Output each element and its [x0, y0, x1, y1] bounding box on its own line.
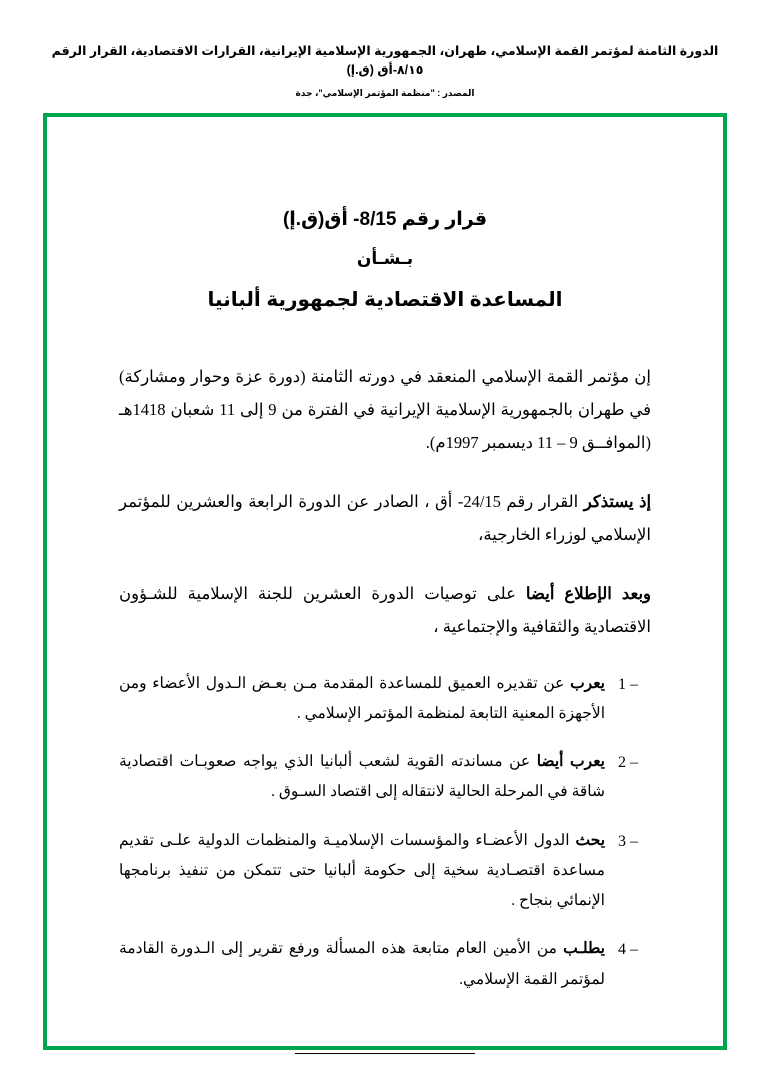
clause-body: [119, 934, 605, 994]
preamble-opening: إن مؤتمر القمة الإسلامي المنعقد في دورته الثامنة (دورة عزة وحوار ومشاركة) في طهران بالجمهورية الإسلامية الإيرانية في الفترة من 9 إلى 11 شعبان 1418هـ (الموافــق 9 – 11 ديسمبر 1997م).: [119, 366, 651, 452]
preamble-recall-text: القرار رقم 24/15- أق ، الصادر عن الدورة الرابعة والعشرين للمؤتمر الإسلامي لوزراء الخارجية،: [119, 491, 651, 544]
clause-number: 1 –: [618, 675, 638, 693]
clause-list: [119, 669, 651, 995]
resolution-subject: المساعدة الاقتصادية لجمهورية ألبانيا: [207, 288, 563, 311]
clause-number: 4 –: [618, 941, 638, 959]
clause-text: الدول الأعضـاء والمؤسسات الإسلاميـة والمنظمات الدولية علـى تقديم مساعدة اقتصـادية سخية إلى حكومة ألبانيا حتى تتمكن من تنفيذ برنامجها الإنمائي بنجاح .: [119, 831, 605, 910]
header-title-line: الدورة الثامنة لمؤتمر القمة الإسلامي، طهران، الجمهورية الإسلامية الإيرانية، القرارات الاقتصادية، القرار الرقم ٨/١٥-أق (ق.إ): [51, 44, 719, 77]
list-item: [119, 669, 651, 729]
document-body: [47, 117, 723, 1046]
document-header: [0, 42, 770, 100]
clause-lead: يطلـب: [563, 940, 605, 958]
title-block: [119, 205, 651, 316]
clause-number: 3 –: [618, 832, 638, 850]
preamble-recall: [119, 485, 651, 551]
clause-text: من الأمين العام متابعة هذه المسألة ورفع تقرير إلى الـدورة القادمة لمؤتمر القمة الإسلامي.: [119, 940, 605, 988]
list-item: [119, 747, 651, 807]
clause-lead: يحث: [575, 831, 606, 849]
clause-body: [119, 747, 605, 807]
preamble-review-text: على توصيات الدورة العشرين للجنة الإسلامية للشـؤون الاقتصادية والثقافية والإجتماعية ،: [119, 583, 651, 636]
green-border-frame: [43, 113, 727, 1050]
clause-lead: يعرب أيضا: [536, 753, 605, 771]
clause-number: 2 –: [618, 754, 638, 772]
clause-body: [119, 826, 605, 917]
preamble-review: [119, 577, 651, 643]
resolution-preposition: بـشـأن: [356, 249, 414, 269]
list-item: [119, 934, 651, 994]
clause-body: [119, 669, 605, 729]
clause-text: عن تقديره العميق للمساعدة المقدمة مـن بعـض الـدول الأعضاء ومن الأجهزة المعنية التابعة لمنظمة المؤتمر الإسلامي .: [119, 674, 605, 722]
resolution-number: قرار رقم 8/15- أق(ق.إ): [282, 209, 488, 230]
clause-text: عن مساندته القوية لشعب ألبانيا الذي يواجه صعوبـات اقتصادية شاقة في المرحلة الحالية لانتقاله إلى اقتصاد السـوق .: [119, 753, 605, 801]
clause-lead: يعرب: [570, 674, 605, 692]
header-source-line: المصدر : "منظمة المؤتمر الإسلامي"، جدة: [295, 87, 475, 98]
horizontal-divider: [295, 1053, 475, 1054]
end-rule-container: [119, 1041, 651, 1059]
list-item: [119, 826, 651, 917]
preamble-recall-lead: إذ يستذكر: [583, 491, 652, 511]
preamble-review-lead: وبعد الإطلاع أيضا: [525, 583, 652, 603]
